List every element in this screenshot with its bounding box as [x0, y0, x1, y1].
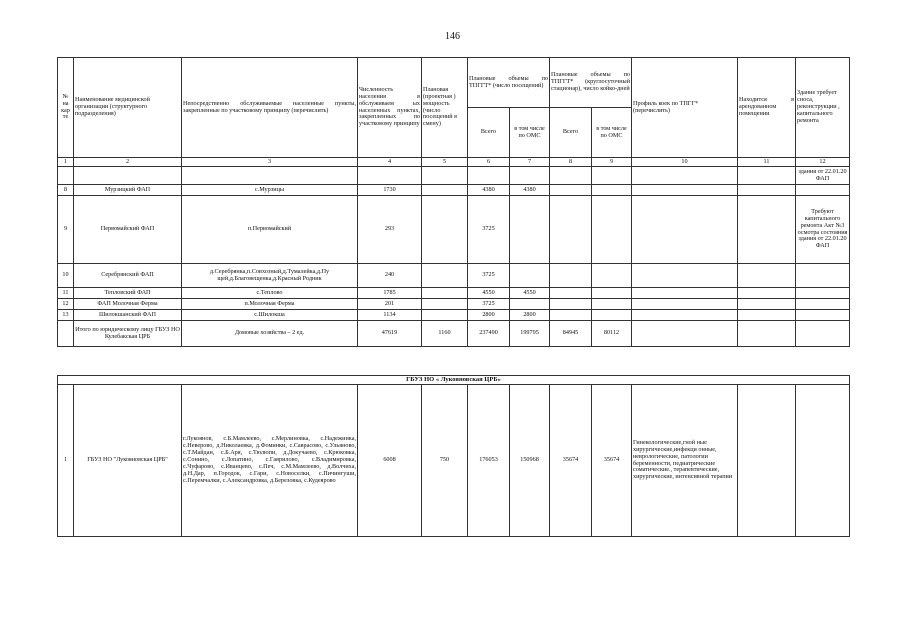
rented — [738, 196, 796, 264]
total-bed-days-oms: 80112 — [592, 321, 632, 347]
row-number: 9 — [58, 196, 74, 264]
header-col8: Всего — [550, 108, 592, 158]
table-row — [58, 299, 850, 310]
total-label: Итого по юридическому лицу ГБУЗ НО Кулебакская ЦРБ — [74, 321, 182, 347]
table-row — [58, 288, 850, 299]
visits-total: 3725 — [468, 264, 510, 288]
bed-days-total — [550, 288, 592, 299]
repair-note — [796, 310, 850, 321]
settlements: с.Теплово — [182, 288, 358, 299]
bed-profile — [632, 196, 738, 264]
table-row — [58, 310, 850, 321]
header-col11: Находится в арендованном помещении — [738, 58, 796, 158]
rented — [738, 385, 796, 537]
population: 6008 — [358, 385, 422, 537]
facility-name: ФАП Молочная Ферма — [74, 299, 182, 310]
row-number: 1 — [58, 385, 74, 537]
population: 293 — [358, 196, 422, 264]
population: 240 — [358, 264, 422, 288]
visits-oms: 2800 — [510, 310, 550, 321]
capacity — [422, 196, 468, 264]
column-number: 4 — [358, 158, 422, 167]
total-visits: 237490 — [468, 321, 510, 347]
column-number: 5 — [422, 158, 468, 167]
bed-profile — [632, 288, 738, 299]
header-col4: Численность населения в обслуживаем ых населенных пунктах, закрепленных по участковому принципу — [358, 58, 422, 158]
visits-oms — [510, 299, 550, 310]
repair-note — [796, 299, 850, 310]
bed-days-oms: 35674 — [592, 385, 632, 537]
facility-name: Мурзицкий ФАП — [74, 185, 182, 196]
rented — [738, 264, 796, 288]
column-number: 2 — [74, 158, 182, 167]
column-number: 7 — [510, 158, 550, 167]
header-visits-group: Плановые объемы по ТПГГТ* (число посещений) — [468, 58, 550, 108]
bed-profile — [632, 264, 738, 288]
repair-note — [796, 264, 850, 288]
facilities-table — [57, 57, 850, 347]
bed-days-total: 35674 — [550, 385, 592, 537]
bed-days-total — [550, 264, 592, 288]
header-col10: Профиль коек по ТПГГ* (перечислить) — [632, 58, 738, 158]
visits-total: 3725 — [468, 196, 510, 264]
header-col12: Здание требует сноса, реконструкции , капитального ремонта — [796, 58, 850, 158]
visits-oms — [510, 264, 550, 288]
bed-days-total — [550, 310, 592, 321]
facility-name: Серебрянский ФАП — [74, 264, 182, 288]
column-number: 6 — [468, 158, 510, 167]
column-number: 1 — [58, 158, 74, 167]
total-bed-days: 84945 — [550, 321, 592, 347]
bed-profile — [632, 185, 738, 196]
bed-profile — [632, 299, 738, 310]
settlements: с.Мурзицы — [182, 185, 358, 196]
visits-total: 2800 — [468, 310, 510, 321]
table-row — [58, 185, 850, 196]
column-numbers-row — [58, 158, 850, 167]
bed-profile: Гинекологические,гной ные хирургические,инфекци онные, неврологические, патологии беременности, педиатрические соматические., терапевтические, хирургические, интенсивной терапии — [632, 385, 738, 537]
row-number: 11 — [58, 288, 74, 299]
capacity — [422, 288, 468, 299]
capacity — [422, 299, 468, 310]
bed-days-total — [550, 196, 592, 264]
visits-total: 4380 — [468, 185, 510, 196]
total-visits-oms: 199795 — [510, 321, 550, 347]
row-number: 8 — [58, 185, 74, 196]
column-number: 9 — [592, 158, 632, 167]
repair-note — [796, 185, 850, 196]
settlements: п.Молочная Ферма — [182, 299, 358, 310]
visits-total: 4550 — [468, 288, 510, 299]
facility-name: Первомайский ФАП — [74, 196, 182, 264]
rented — [738, 310, 796, 321]
bed-days-oms — [592, 185, 632, 196]
rented — [738, 288, 796, 299]
header-col9: в том числе по ОМС — [592, 108, 632, 158]
section2-table — [57, 375, 850, 537]
visits-total: 3725 — [468, 299, 510, 310]
visits-total: 176053 — [468, 385, 510, 537]
bed-days-oms — [592, 310, 632, 321]
bed-days-oms — [592, 196, 632, 264]
row-number: 13 — [58, 310, 74, 321]
bed-days-oms — [592, 288, 632, 299]
continued-row — [58, 167, 850, 185]
settlements: г.Лукоянов, с.Б.Мамлеево, с.Мерлиновка, с.Надежинка, с.Неверово, д.Николаевка, д.Фоминки, с.Саврасово, с.Ульяново, с.Т.Майдан, с.Б.Аря, с.Тюлюпи, д.Докучаево, с.Крюковка, с.Сонино, с.Лопатино, с.Гаврилово, с.Владимировка, с.Чуфарово, с.Иванцево, с.Печ, с.М.Мамлеево, д.Волчиха, д.Н.Дар, п.Городок, с.Гари, с.Новоселки, с.Пичингуши, с.Перемчалки, с.Александровка, д.Березовка, с.Кудеярово — [182, 385, 358, 537]
continued-note: здания от 22.01.20 ФАП — [796, 167, 850, 185]
table-row — [58, 264, 850, 288]
visits-oms — [510, 196, 550, 264]
bed-days-total — [550, 185, 592, 196]
population: 1785 — [358, 288, 422, 299]
visits-oms: 4380 — [510, 185, 550, 196]
row-number: 10 — [58, 264, 74, 288]
total-capacity: 1160 — [422, 321, 468, 347]
visits-oms: 4550 — [510, 288, 550, 299]
column-number: 3 — [182, 158, 358, 167]
header-col3: Непосредственно обслуживаемые населенные пункты, закрепленные по участковому принципу (перечислить) — [182, 58, 358, 158]
total-row — [58, 321, 850, 347]
population: 201 — [358, 299, 422, 310]
column-number: 12 — [796, 158, 850, 167]
bed-days-oms — [592, 299, 632, 310]
header-col7: в том числе по ОМС — [510, 108, 550, 158]
capacity: 750 — [422, 385, 468, 537]
table-row — [58, 385, 850, 537]
header-col6: Всего — [468, 108, 510, 158]
total-population: 47619 — [358, 321, 422, 347]
row-number: 12 — [58, 299, 74, 310]
column-number: 8 — [550, 158, 592, 167]
rented — [738, 299, 796, 310]
header-col1: № на кар те — [58, 58, 74, 158]
population: 1730 — [358, 185, 422, 196]
total-settlements: Домовые хозяйства – 2 ед. — [182, 321, 358, 347]
column-number: 11 — [738, 158, 796, 167]
facility-name: Шилокшанский ФАП — [74, 310, 182, 321]
page-number: 146 — [445, 31, 460, 42]
repair-note — [796, 288, 850, 299]
capacity — [422, 310, 468, 321]
rented — [738, 185, 796, 196]
column-number: 10 — [632, 158, 738, 167]
repair-note: Требуют капитального ремонта Акт №3 осмотра состояния здания от 22.01.20 ФАП — [796, 196, 850, 264]
settlements: п.Первомайский — [182, 196, 358, 264]
bed-days-oms — [592, 264, 632, 288]
header-beds-group: Плановые объемы по ТПГГТ* (круглосуточный стационар), число койко-дней — [550, 58, 632, 108]
repair-note — [796, 385, 850, 537]
facility-name: Тепловский ФАП — [74, 288, 182, 299]
capacity — [422, 264, 468, 288]
settlements: д.Серебрянка,п.Совхозный,д.Тумалейка,д.Пу щей,д.Благовещенка,д.Красный Родник — [182, 264, 358, 288]
facility-name: ГБУЗ НО "Лукояновская ЦРБ" — [74, 385, 182, 537]
bed-profile — [632, 310, 738, 321]
capacity — [422, 185, 468, 196]
section-title: ГБУЗ НО « Лукояновская ЦРБ» — [58, 376, 850, 385]
header-col5: Плановая (проектная ) мощность (число посещений в смену) — [422, 58, 468, 158]
header-col2: Наименование медицинской организации (структурного подразделения) — [74, 58, 182, 158]
population: 1134 — [358, 310, 422, 321]
settlements: с.Шилокша — [182, 310, 358, 321]
bed-days-total — [550, 299, 592, 310]
visits-oms: 150968 — [510, 385, 550, 537]
table-row — [58, 196, 850, 264]
